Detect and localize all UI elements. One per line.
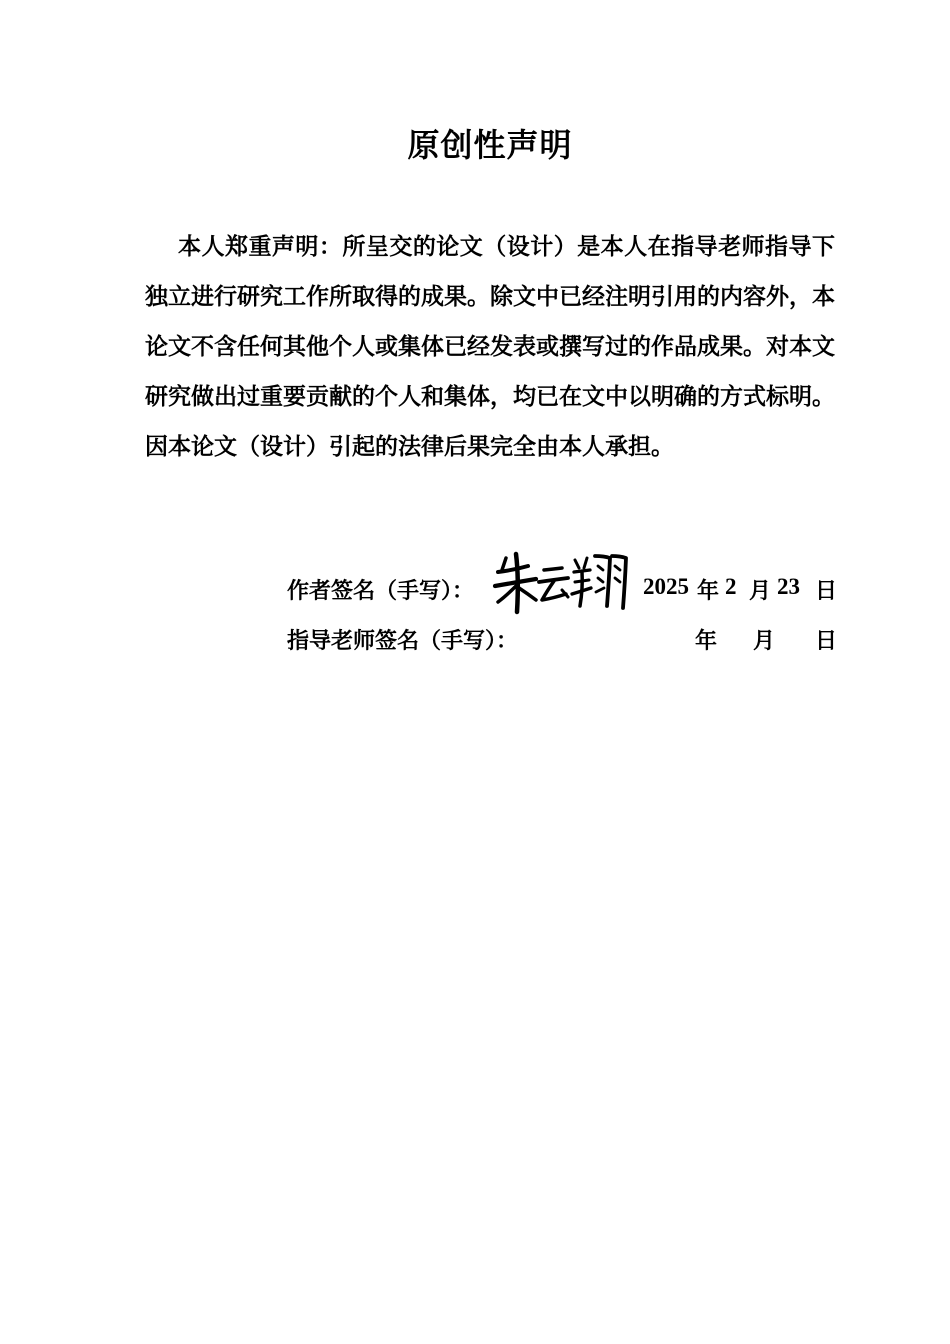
- author-sign-year: 2025: [643, 574, 689, 599]
- author-sign-day: 23: [777, 574, 800, 599]
- author-signature-row: [0, 574, 950, 614]
- advisor-signature-row: [0, 624, 950, 664]
- author-sign-month-unit: 月: [749, 578, 772, 604]
- handwritten-signature: [492, 548, 632, 616]
- advisor-signature-label: 指导老师签名（手写）：: [287, 628, 519, 654]
- author-signature-label: 作者签名（手写）：: [287, 578, 475, 604]
- declaration-statement: 本人郑重声明：所呈交的论文（设计）是本人在指导老师指导下独立进行研究工作所取得的成果。除文中已经注明引用的内容外，本论文不含任何其他个人或集体已经发表或撰写过的作品成果。对本文研究做出过重要贡献的个人和集体，均已在文中以明确的方式标明。因本论文（设计）引起的法律后果完全由本人承担。: [145, 233, 835, 460]
- advisor-sign-month-unit: 月: [753, 628, 776, 654]
- advisor-sign-year-unit: 年: [695, 628, 718, 654]
- author-sign-day-unit: 日: [815, 578, 838, 604]
- document-title: 原创性声明: [407, 126, 573, 164]
- author-sign-month: 2: [725, 574, 737, 599]
- advisor-sign-day-unit: 日: [815, 628, 838, 654]
- author-sign-year-unit: 年: [697, 578, 720, 604]
